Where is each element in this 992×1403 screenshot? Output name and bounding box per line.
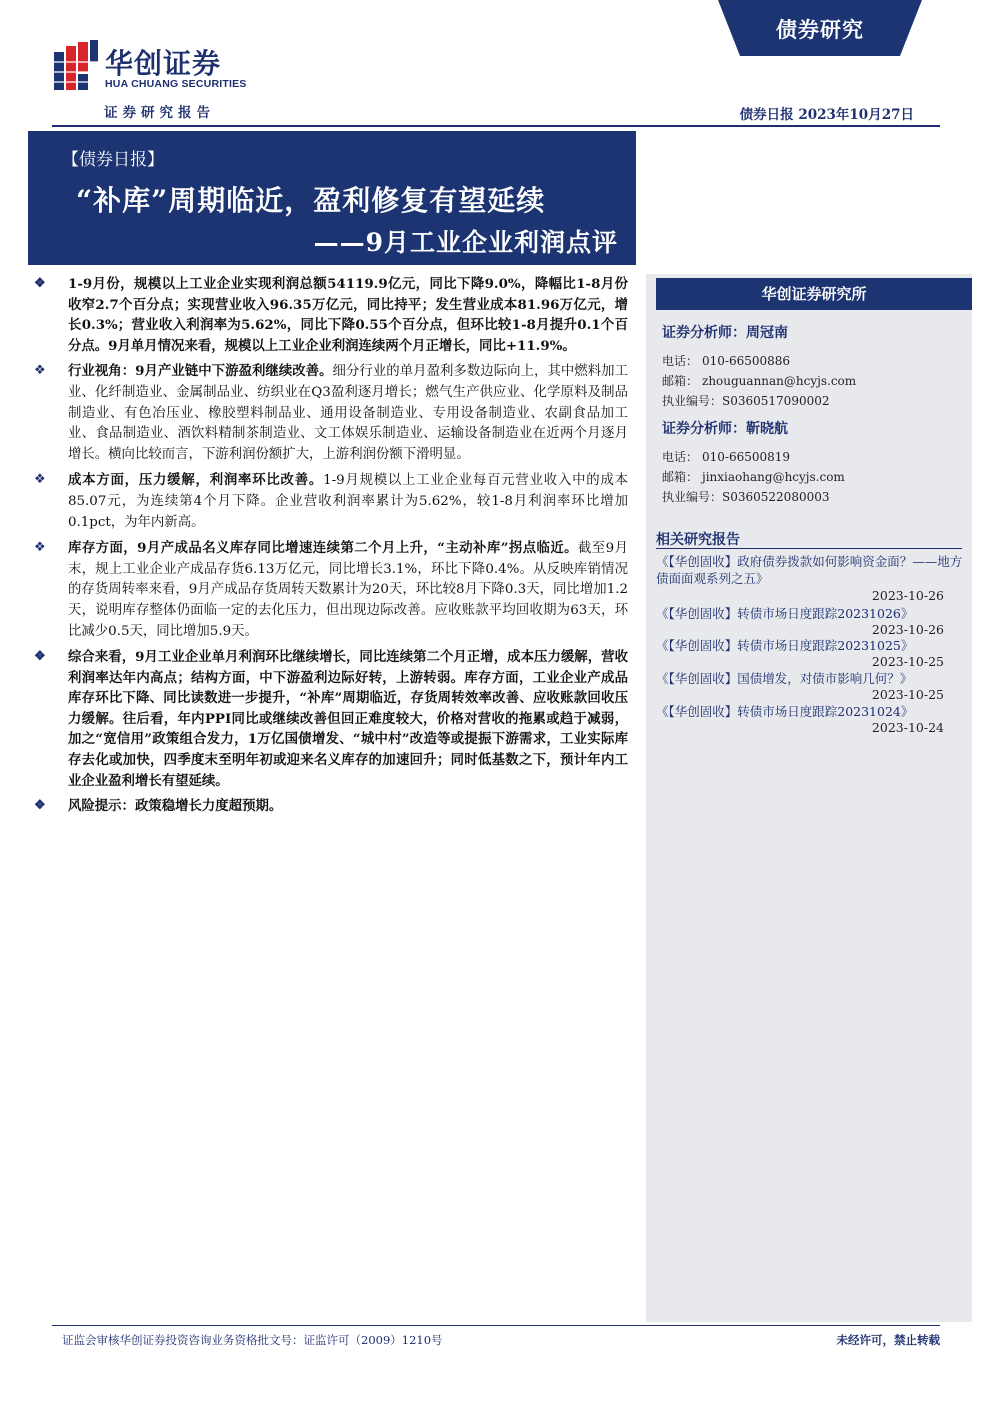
sidebar-heading: 华创证券研究所	[656, 278, 972, 310]
bullet-lead: 行业视角：9月产业链中下游盈利继续改善。	[68, 363, 333, 380]
analyst-name: 证券分析师：周冠南	[662, 325, 788, 341]
summary-bullet	[34, 470, 628, 533]
page-subtitle: ——9月工业企业利润点评	[313, 228, 618, 257]
related-reports-divider	[656, 548, 962, 549]
related-report-link[interactable]: 《【华创固收】转债市场日度跟踪20231025》	[656, 638, 914, 653]
title-banner	[28, 131, 636, 265]
related-report-date: 2023-10-26	[871, 622, 944, 637]
logo-chinese-name: 华创证券	[105, 47, 222, 80]
bullet-lead: 成本方面，压力缓解，利润率环比改善。	[68, 472, 324, 489]
bullet-text: 1-9月份，规模以上工业企业实现利润总额54119.9亿元，同比下降9.0%，降幅比1-8月份收窄2.7个百分点；实现营业收入96.35万亿元，同比持平；发生营业成本81.96万亿元，增长0.3%；营业收入利润率为5.62%，同比下降0.55个百分点，但环比较1-8月提升0.1个百分点。9月单月情况来看，规模以上工业企业利润连续两个月正增长，同比+11.9%。	[68, 276, 628, 354]
footer-divider	[52, 1325, 940, 1326]
summary-bullet	[34, 361, 628, 465]
diamond-bullet-icon: ❖	[34, 540, 46, 556]
company-logo	[52, 40, 252, 100]
risk-bullet	[34, 796, 628, 817]
summary-body	[34, 274, 628, 822]
analyst-cert: 执业编号：S0360522080003	[662, 490, 830, 504]
summary-bullet	[34, 538, 628, 642]
tag-label: 债券研究	[776, 17, 864, 42]
analyst-phone: 电话： 010-66500886	[662, 354, 791, 368]
copyright-notice: 未经许可，禁止转载	[836, 1333, 940, 1347]
analyst-email[interactable]: 邮箱： zhouguannan@hcyjs.com	[662, 374, 857, 388]
summary-bullet	[34, 274, 628, 356]
sidebar	[646, 274, 972, 1322]
header-divider	[52, 125, 940, 127]
diamond-bullet-icon: ❖	[34, 649, 46, 665]
analyst-email[interactable]: 邮箱： jinxiaohang@hcyjs.com	[662, 470, 845, 484]
related-report-link[interactable]: 《【华创固收】国债增发，对债市影响几何？》	[656, 671, 913, 686]
page-title: “补库”周期临近，盈利修复有望延续	[76, 184, 546, 217]
related-report-date: 2023-10-25	[871, 687, 944, 702]
related-report-date: 2023-10-25	[871, 654, 944, 669]
analyst-cert: 执业编号：S0360517090002	[662, 394, 830, 408]
related-report-link[interactable]: 《【华创固收】转债市场日度跟踪20231024》	[656, 704, 914, 719]
logo-english-name: HUA CHUANG SECURITIES	[105, 78, 247, 90]
related-report-date: 2023-10-24	[871, 720, 944, 735]
bullet-text: 风险提示：政策稳增长力度超预期。	[68, 798, 283, 815]
diamond-bullet-icon: ❖	[34, 798, 46, 814]
bullet-text: 1-9月规模以上工业企业每百元营业收入中的成本85.07元，为连续第4个月下降。企业营收利润率累计为5.62%，较1-8月利润率环比增加0.1pct，为年内新高。	[68, 473, 629, 530]
diamond-bullet-icon: ❖	[34, 276, 46, 291]
title-tag: 【债券日报】	[62, 150, 164, 170]
logo-mark-icon	[52, 40, 100, 92]
bullet-text: 细分行业的单月盈利多数边际向上，其中燃料加工业、化纤制造业、金属制品业、纺织业在Q3盈利逐月增长；燃气生产供应业、化学原料及制品制造业、有色冶压业、橡胶塑料制品业、通用设备制造业、专用设备制造业、农副食品加工业、食品制造业、酒饮料精制茶制造业、文工体娱乐制造业、运输设备制造业在近两个月逐月增长。横向比较而言，下游利润份额扩大，上游利润份额下滑明显。	[68, 364, 628, 462]
report-date: 债券日报 2023年10月27日	[739, 107, 914, 123]
analyst-name: 证券分析师：靳晓航	[662, 421, 788, 437]
related-report-link[interactable]: 《【华创固收】政府债券拨款如何影响资金面？——地方债面面观系列之五》	[656, 554, 963, 586]
bullet-text: 截至9月末，规上工业企业产成品存货6.13万亿元，同比增长3.1%，环比下降0.4%。从反映库销情况的存货周转率来看，9月产成品存货周转天数累计为20天，环比较8月下降0.3天，同比增加1.2天，说明库存整体仍面临一定的去化压力，但出现边际改善。应收账款平均回收期为63天，环比减少0.5天，同比增加5.9天。	[68, 541, 628, 639]
diamond-bullet-icon: ❖	[34, 472, 46, 488]
related-report-date: 2023-10-26	[871, 588, 944, 603]
bullet-text: 综合来看，9月工业企业单月利润环比继续增长，同比连续第二个月正增，成本压力缓解，营收利润率达年内高点；结构方面，中下游盈利边际好转，上游转弱。库存方面，工业企业产成品库存环比下降、同比读数进一步提升，“补库”周期临近，存货周转效率改善、应收账款回收压力缓解。往后看，年内PPI同比或继续改善但回正难度较大，价格对营收的拖累或趋于减弱，加之“宽信用”政策组合发力，1万亿国债增发、“城中村”改造等或提振下游需求，工业实际库存去化或加快，四季度末至明年初或迎来名义库存的加速回升；同时低基数之下，预计年内工业企业盈利增长有望延续。	[68, 649, 628, 789]
summary-bullet	[34, 647, 628, 791]
regulatory-notice: 证监会审核华创证券投资咨询业务资格批文号：证监许可（2009）1210号	[62, 1333, 443, 1347]
related-reports-heading: 相关研究报告	[656, 532, 740, 548]
report-category-tag	[718, 0, 922, 56]
report-type: 证券研究报告	[104, 105, 215, 121]
related-report-link[interactable]: 《【华创固收】转债市场日度跟踪20231026》	[656, 606, 914, 621]
analyst-phone: 电话： 010-66500819	[662, 450, 791, 464]
diamond-bullet-icon: ❖	[34, 363, 46, 379]
bullet-lead: 库存方面，9月产成品名义库存同比增速连续第二个月上升，“主动补库”拐点临近。	[68, 540, 578, 557]
